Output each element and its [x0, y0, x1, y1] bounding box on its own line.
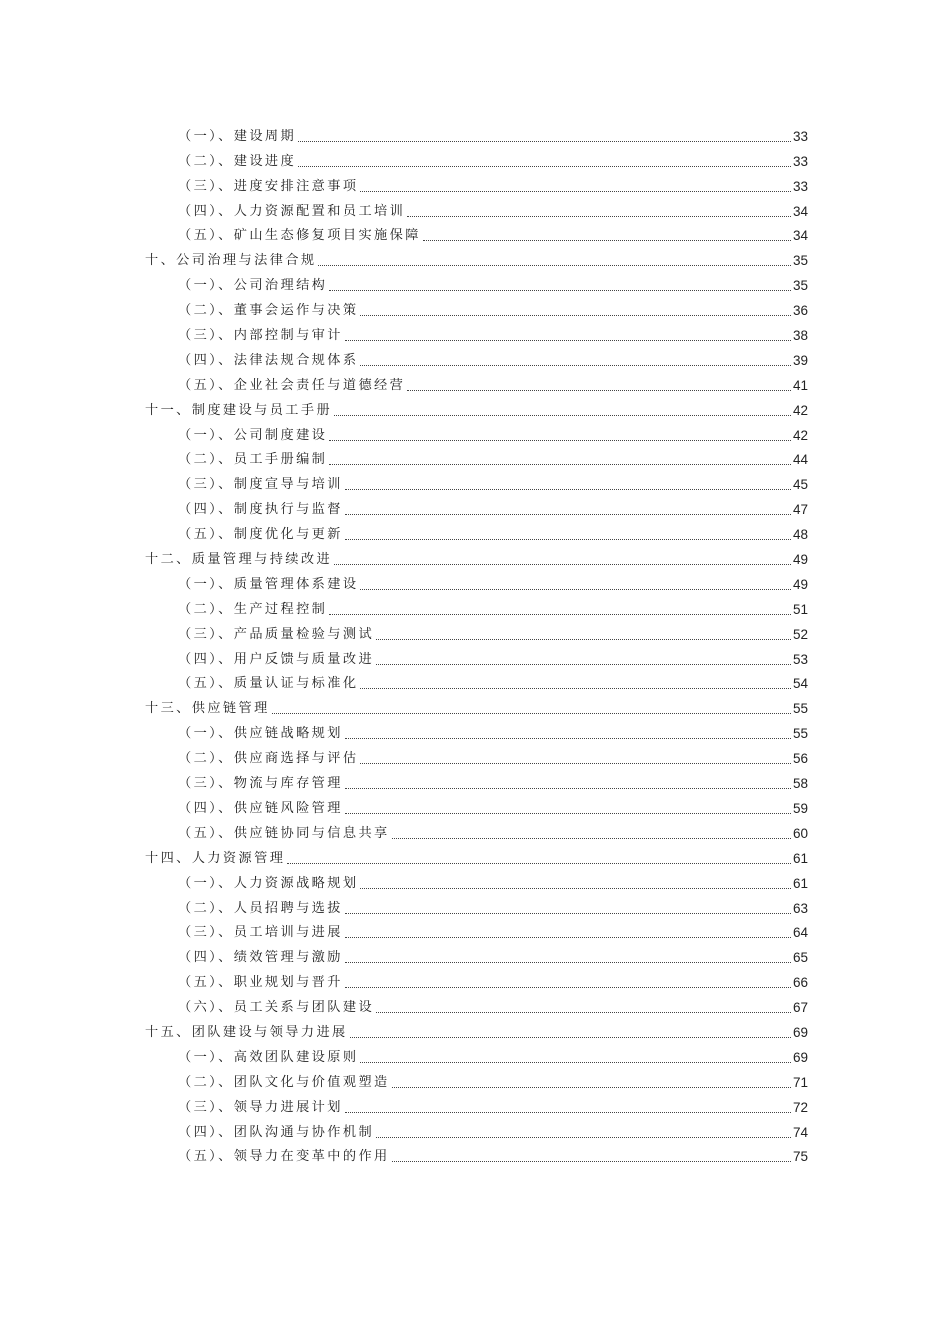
toc-entry-title: （六）、员工关系与团队建设	[178, 1000, 375, 1016]
toc-page-number: 72	[792, 1099, 808, 1115]
toc-page-number: 49	[792, 576, 808, 592]
toc-dot-leader	[345, 340, 791, 341]
toc-page-number: 49	[792, 552, 808, 568]
toc-entry-title: （五）、供应链协同与信息共享	[178, 825, 390, 841]
toc-entry-title: 十四、人力资源管理	[145, 850, 286, 866]
toc-section-entry[interactable]	[178, 1070, 808, 1095]
toc-page-number: 44	[792, 452, 808, 468]
toc-dot-leader	[392, 838, 791, 839]
toc-dot-leader	[376, 664, 791, 665]
toc-section-entry[interactable]	[178, 448, 808, 473]
toc-dot-leader	[329, 290, 791, 291]
toc-dot-leader	[360, 315, 791, 316]
toc-dot-leader	[345, 913, 791, 914]
toc-entry-title: （二）、生产过程控制	[178, 601, 328, 617]
toc-dot-leader	[345, 813, 791, 814]
toc-dot-leader	[376, 639, 791, 640]
toc-page-number: 52	[792, 626, 808, 642]
toc-entry-title: （一）、人力资源战略规划	[178, 875, 359, 891]
toc-dot-leader	[376, 1012, 791, 1013]
toc-chapter-entry[interactable]	[145, 398, 808, 423]
toc-section-entry[interactable]	[178, 622, 808, 647]
toc-dot-leader	[360, 191, 791, 192]
toc-section-entry[interactable]	[178, 821, 808, 846]
toc-entry-title: 十二、质量管理与持续改进	[145, 552, 333, 568]
toc-page-number: 58	[792, 776, 808, 792]
toc-dot-leader	[360, 1062, 791, 1063]
toc-entry-title: （四）、人力资源配置和员工培训	[178, 203, 406, 219]
toc-page-number: 60	[792, 825, 808, 841]
table-of-contents	[0, 124, 950, 1169]
toc-entry-title: 十三、供应链管理	[145, 701, 270, 717]
toc-dot-leader	[345, 1112, 791, 1113]
toc-section-entry[interactable]	[178, 970, 808, 995]
toc-section-entry[interactable]	[178, 373, 808, 398]
toc-page-number: 34	[792, 228, 808, 244]
toc-entry-title: （五）、领导力在变革中的作用	[178, 1149, 390, 1165]
toc-dot-leader	[360, 763, 791, 764]
toc-entry-title: （一）、质量管理体系建设	[178, 576, 359, 592]
toc-page-number: 59	[792, 800, 808, 816]
toc-section-entry[interactable]	[178, 721, 808, 746]
toc-entry-title: （二）、人员招聘与选拔	[178, 900, 343, 916]
toc-page-number: 61	[792, 850, 808, 866]
toc-page-number: 36	[792, 303, 808, 319]
toc-page-number: 74	[792, 1124, 808, 1140]
toc-dot-leader	[345, 489, 791, 490]
toc-dot-leader	[345, 962, 791, 963]
toc-entry-title: （一）、高效团队建设原则	[178, 1049, 359, 1065]
toc-dot-leader	[345, 987, 791, 988]
toc-page-number: 33	[792, 178, 808, 194]
toc-dot-leader	[298, 141, 791, 142]
toc-dot-leader	[329, 464, 791, 465]
toc-entry-title: （三）、制度宣导与培训	[178, 477, 343, 493]
toc-section-entry[interactable]	[178, 796, 808, 821]
toc-entry-title: （四）、用户反馈与质量改进	[178, 651, 375, 667]
toc-section-entry[interactable]	[178, 572, 808, 597]
toc-section-entry[interactable]	[178, 1145, 808, 1170]
toc-entry-title: （二）、供应商选择与评估	[178, 751, 359, 767]
toc-dot-leader	[345, 788, 791, 789]
toc-entry-title: 十五、团队建设与领导力进展	[145, 1024, 348, 1040]
toc-page-number: 56	[792, 751, 808, 767]
toc-section-entry[interactable]	[178, 199, 808, 224]
toc-page-number: 71	[792, 1074, 808, 1090]
toc-dot-leader	[392, 1087, 791, 1088]
toc-section-entry[interactable]	[178, 597, 808, 622]
toc-section-entry[interactable]	[178, 672, 808, 697]
toc-section-entry[interactable]	[178, 522, 808, 547]
toc-section-entry[interactable]	[178, 174, 808, 199]
toc-entry-title: （一）、建设周期	[178, 128, 297, 144]
toc-page-number: 35	[792, 253, 808, 269]
toc-section-entry[interactable]	[178, 1095, 808, 1120]
toc-dot-leader	[423, 240, 791, 241]
toc-chapter-entry[interactable]	[145, 248, 808, 273]
toc-entry-title: （五）、质量认证与标准化	[178, 676, 359, 692]
toc-section-entry[interactable]	[178, 298, 808, 323]
toc-dot-leader	[360, 688, 791, 689]
toc-entry-title: （四）、团队沟通与协作机制	[178, 1124, 375, 1140]
toc-section-entry[interactable]	[178, 224, 808, 249]
toc-chapter-entry[interactable]	[145, 1020, 808, 1045]
toc-dot-leader	[334, 564, 791, 565]
toc-page-number: 66	[792, 975, 808, 991]
toc-dot-leader	[272, 713, 791, 714]
toc-page-number: 38	[792, 328, 808, 344]
toc-section-entry[interactable]	[178, 273, 808, 298]
toc-page-number: 34	[792, 203, 808, 219]
toc-page-number: 41	[792, 377, 808, 393]
toc-entry-title: （四）、供应链风险管理	[178, 800, 343, 816]
toc-page-number: 67	[792, 1000, 808, 1016]
toc-section-entry[interactable]	[178, 995, 808, 1020]
toc-dot-leader	[287, 863, 791, 864]
toc-entry-title: （三）、员工培训与进展	[178, 925, 343, 941]
toc-entry-title: （四）、绩效管理与激励	[178, 950, 343, 966]
toc-page-number: 55	[792, 701, 808, 717]
toc-section-entry[interactable]	[178, 497, 808, 522]
toc-dot-leader	[345, 937, 791, 938]
toc-page-number: 55	[792, 726, 808, 742]
toc-section-entry[interactable]	[178, 472, 808, 497]
toc-page-number: 42	[792, 427, 808, 443]
toc-dot-leader	[350, 1037, 791, 1038]
toc-dot-leader	[360, 589, 791, 590]
toc-page-number: 63	[792, 900, 808, 916]
toc-page-number: 39	[792, 352, 808, 368]
toc-chapter-entry[interactable]	[145, 846, 808, 871]
toc-dot-leader	[407, 390, 791, 391]
toc-section-entry[interactable]	[178, 149, 808, 174]
toc-section-entry[interactable]	[178, 1120, 808, 1145]
toc-section-entry[interactable]	[178, 945, 808, 970]
toc-entry-title: （一）、供应链战略规划	[178, 726, 343, 742]
toc-section-entry[interactable]	[178, 896, 808, 921]
toc-page-number: 69	[792, 1024, 808, 1040]
toc-entry-title: （三）、内部控制与审计	[178, 328, 343, 344]
toc-page-number: 42	[792, 402, 808, 418]
toc-page-number: 35	[792, 278, 808, 294]
toc-entry-title: 十一、制度建设与员工手册	[145, 402, 333, 418]
toc-section-entry[interactable]	[178, 647, 808, 672]
toc-page-number: 33	[792, 153, 808, 169]
toc-section-entry[interactable]	[178, 348, 808, 373]
toc-page-number: 33	[792, 128, 808, 144]
toc-entry-title: （三）、领导力进展计划	[178, 1099, 343, 1115]
toc-dot-leader	[407, 216, 791, 217]
toc-entry-title: （三）、进度安排注意事项	[178, 178, 359, 194]
toc-dot-leader	[360, 365, 791, 366]
toc-dot-leader	[318, 265, 791, 266]
toc-entry-title: （五）、职业规划与晋升	[178, 975, 343, 991]
toc-page-number: 54	[792, 676, 808, 692]
toc-dot-leader	[392, 1161, 791, 1162]
toc-entry-title: （二）、团队文化与价值观塑造	[178, 1074, 390, 1090]
toc-dot-leader	[345, 514, 791, 515]
toc-section-entry[interactable]	[178, 323, 808, 348]
toc-dot-leader	[360, 888, 791, 889]
toc-section-entry[interactable]	[178, 124, 808, 149]
toc-page-number: 69	[792, 1049, 808, 1065]
toc-page-number: 64	[792, 925, 808, 941]
toc-dot-leader	[298, 166, 791, 167]
toc-page-number: 45	[792, 477, 808, 493]
toc-dot-leader	[345, 539, 791, 540]
toc-entry-title: （二）、员工手册编制	[178, 452, 328, 468]
toc-dot-leader	[329, 614, 791, 615]
toc-section-entry[interactable]	[178, 423, 808, 448]
toc-page-number: 48	[792, 527, 808, 543]
toc-entry-title: （一）、公司制度建设	[178, 427, 328, 443]
toc-page-number: 51	[792, 601, 808, 617]
toc-entry-title: （五）、矿山生态修复项目实施保障	[178, 228, 421, 244]
toc-section-entry[interactable]	[178, 871, 808, 896]
toc-entry-title: （四）、制度执行与监督	[178, 502, 343, 518]
toc-dot-leader	[345, 738, 791, 739]
toc-entry-title: （二）、建设进度	[178, 153, 297, 169]
toc-dot-leader	[329, 440, 791, 441]
toc-entry-title: （五）、制度优化与更新	[178, 527, 343, 543]
toc-entry-title: 十、公司治理与法律合规	[145, 253, 317, 269]
toc-section-entry[interactable]	[178, 1045, 808, 1070]
toc-page-number: 47	[792, 502, 808, 518]
toc-dot-leader	[376, 1137, 791, 1138]
toc-entry-title: （三）、产品质量检验与测试	[178, 626, 375, 642]
toc-entry-title: （五）、企业社会责任与道德经营	[178, 377, 406, 393]
toc-section-entry[interactable]	[178, 771, 808, 796]
toc-page-number: 53	[792, 651, 808, 667]
toc-entry-title: （三）、物流与库存管理	[178, 776, 343, 792]
toc-entry-title: （二）、董事会运作与决策	[178, 303, 359, 319]
toc-entry-title: （一）、公司治理结构	[178, 278, 328, 294]
toc-chapter-entry[interactable]	[145, 547, 808, 572]
toc-page-number: 75	[792, 1149, 808, 1165]
toc-entry-title: （四）、法律法规合规体系	[178, 352, 359, 368]
toc-chapter-entry[interactable]	[145, 696, 808, 721]
toc-section-entry[interactable]	[178, 921, 808, 946]
toc-page-number: 61	[792, 875, 808, 891]
toc-page-number: 65	[792, 950, 808, 966]
toc-dot-leader	[334, 415, 791, 416]
toc-section-entry[interactable]	[178, 746, 808, 771]
